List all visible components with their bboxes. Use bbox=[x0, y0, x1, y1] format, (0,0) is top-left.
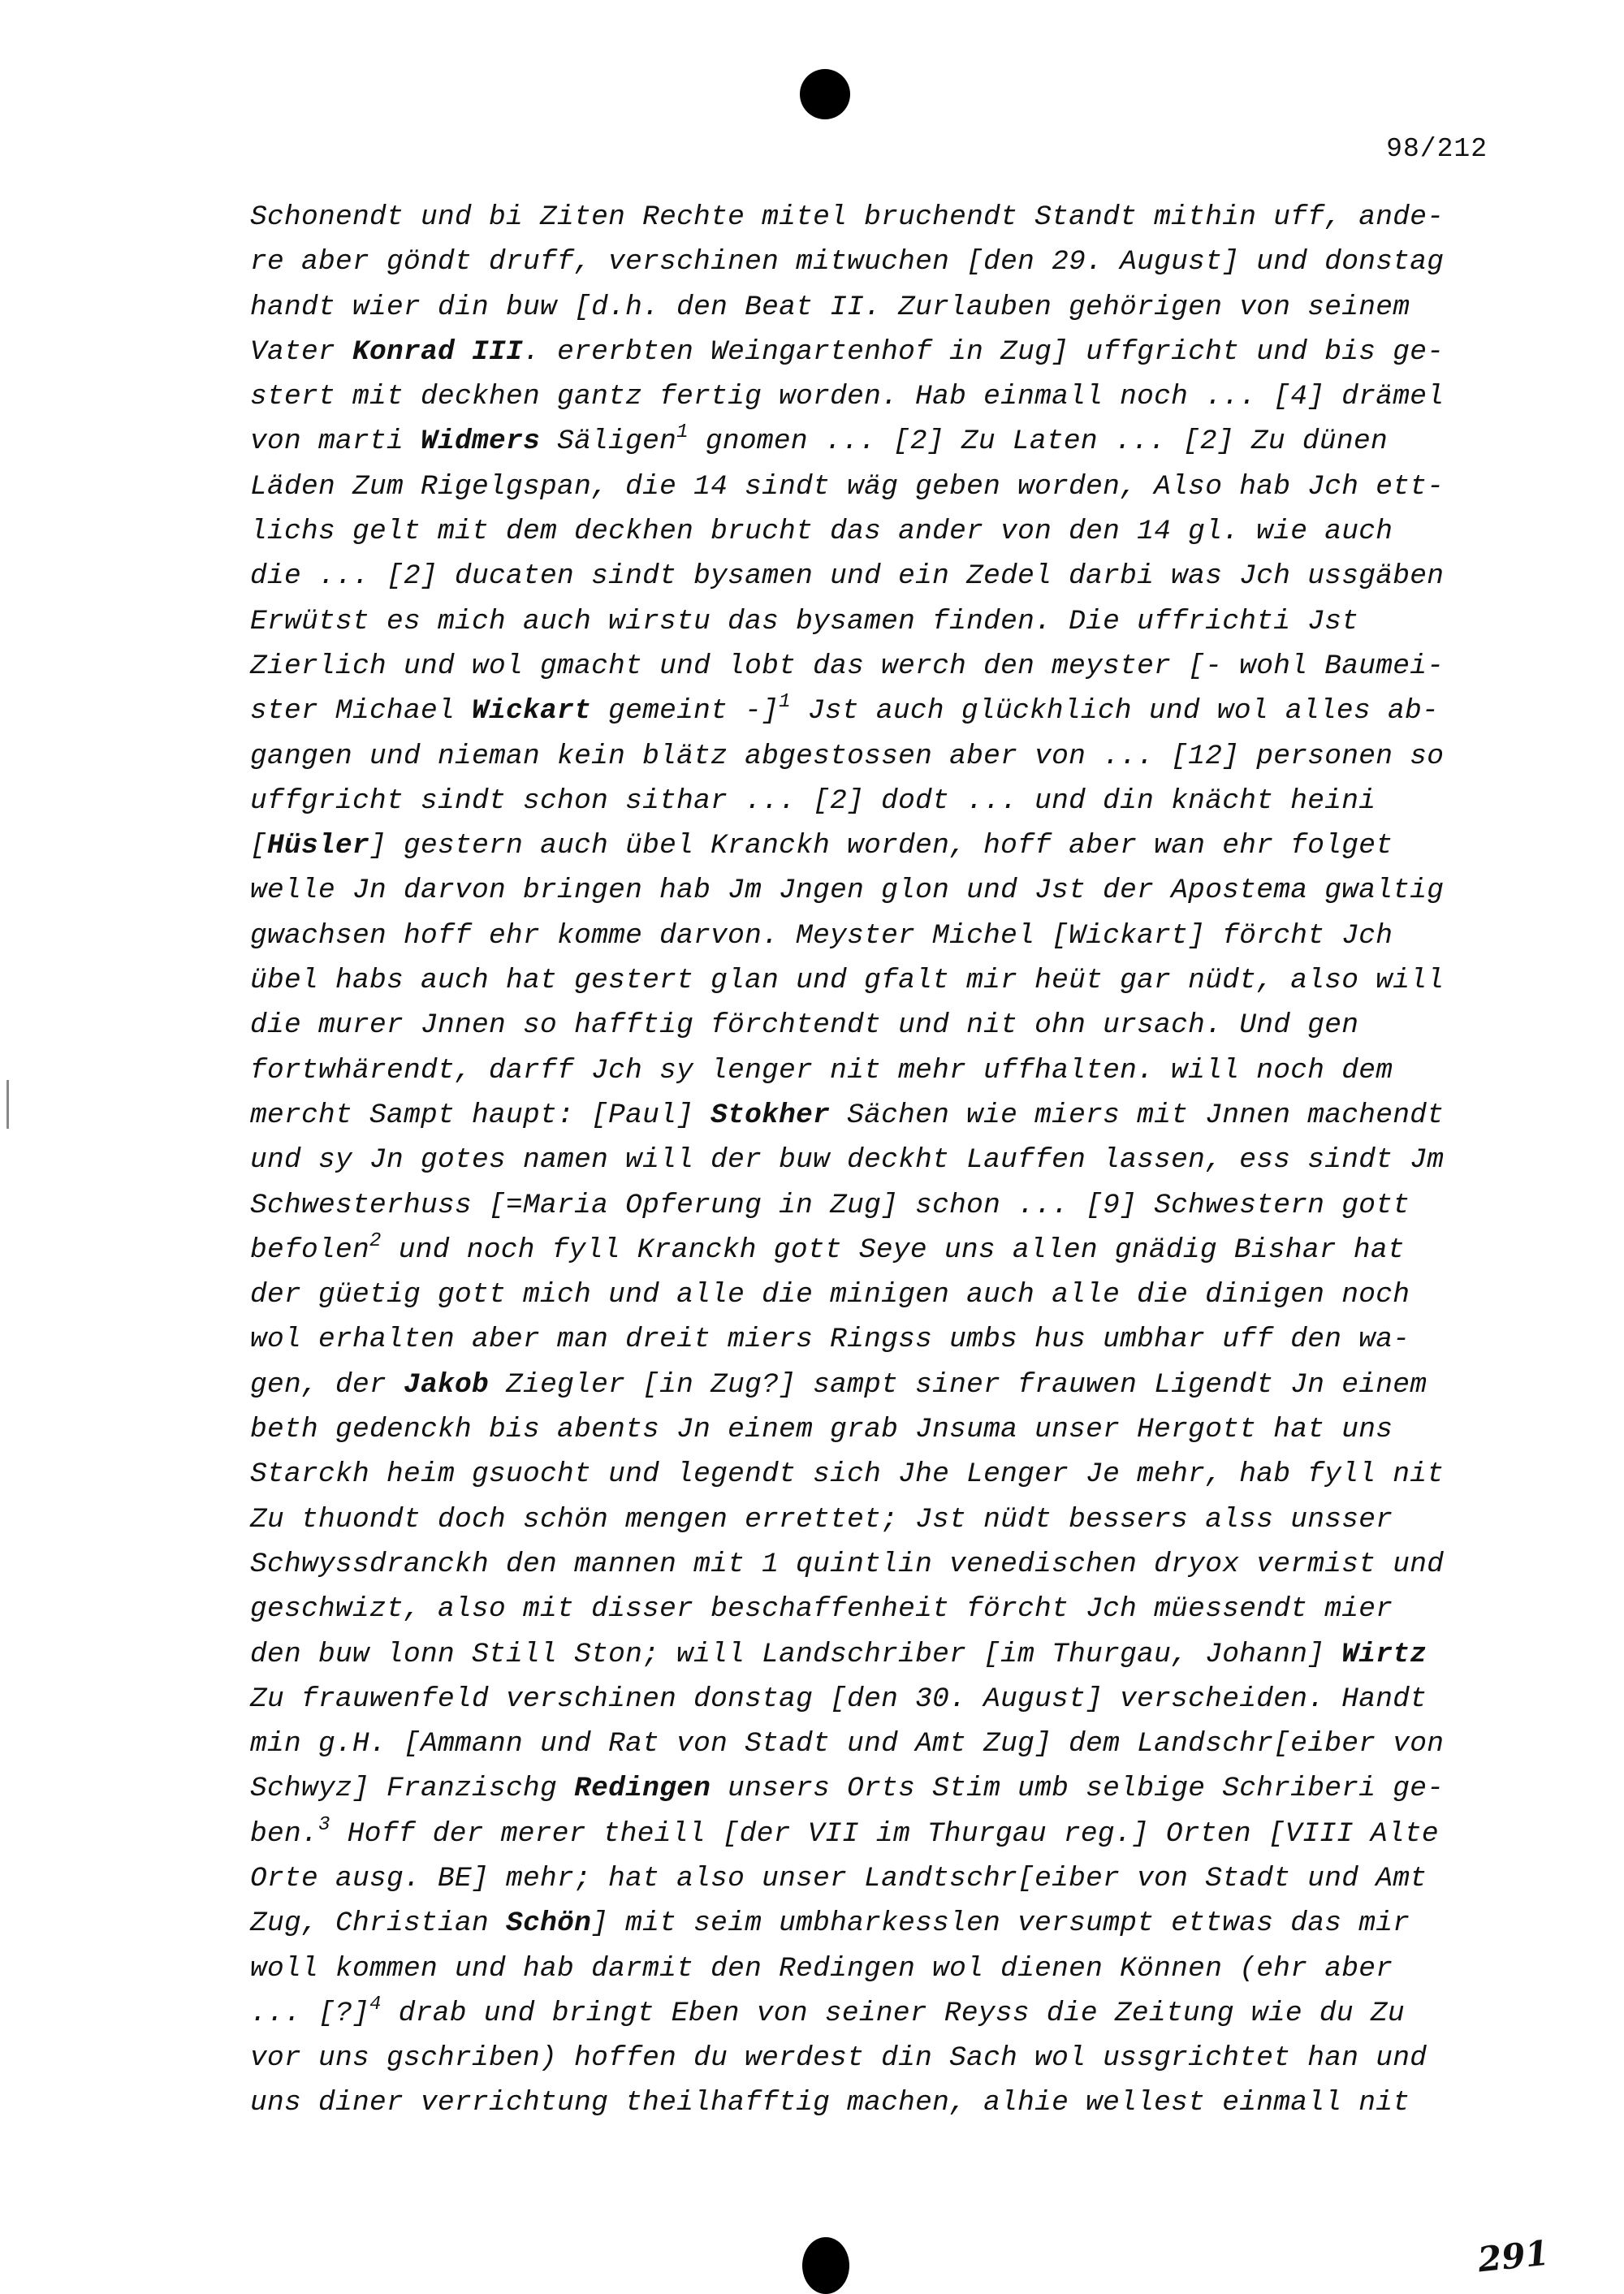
text-span: handt wier din buw [d.h. den Beat II. Zurlauben gehörigen von seinem bbox=[250, 291, 1410, 323]
text-line bbox=[250, 734, 1517, 779]
text-line bbox=[250, 1812, 1517, 1856]
text-span: Läden Zum Rigelgspan, die 14 sindt wäg geben worden, Also hab Jch ett- bbox=[250, 470, 1445, 503]
text-span: lichs gelt mit dem deckhen brucht das ander von den 14 gl. wie auch bbox=[250, 516, 1393, 548]
text-span: der güetig gott mich und alle die minigen auch alle die dinigen noch bbox=[250, 1279, 1410, 1311]
text-line bbox=[250, 868, 1517, 913]
text-span: gwachsen hoff ehr komme darvon. Meyster Michel [Wickart] förcht Jch bbox=[250, 919, 1393, 952]
text-span: Sächen wie miers mit Jnnen machendt bbox=[830, 1099, 1445, 1131]
person-name: Jakob bbox=[404, 1368, 490, 1401]
footnote-marker: 1 bbox=[779, 691, 791, 714]
text-line bbox=[250, 1497, 1517, 1542]
text-line bbox=[250, 2080, 1517, 2125]
punch-hole-top bbox=[800, 69, 850, 119]
text-span: uffgricht sindt schon sithar ... [2] dodt ... und din knächt heini bbox=[250, 784, 1376, 817]
text-span: Schwesterhuss [=Maria Opferung in Zug] schon ... [9] Schwestern gott bbox=[250, 1189, 1410, 1221]
text-span: beth gedenckh bis abents Jn einem grab Jnsuma unser Hergott hat uns bbox=[250, 1414, 1393, 1446]
text-line bbox=[250, 509, 1517, 554]
text-span: gnomen ... [2] Zu Laten ... [2] Zu dünen bbox=[688, 426, 1388, 458]
text-line bbox=[250, 1722, 1517, 1766]
text-line bbox=[250, 2036, 1517, 2080]
footnote-marker: 4 bbox=[369, 1993, 382, 2015]
text-span: drab und bringt Eben von seiner Reyss die Zeitung wie du Zu bbox=[381, 1997, 1405, 2029]
text-span: Zu thuondt doch schön mengen errettet; Jst nüdt bessers alss unsser bbox=[250, 1503, 1393, 1536]
text-span: re aber göndt druff, verschinen mitwuchen [den 29. August] und donstag bbox=[250, 246, 1445, 279]
text-span: wol erhalten aber man dreit miers Ringss umbs hus umbhar uff den wa- bbox=[250, 1324, 1410, 1356]
text-line bbox=[250, 1991, 1517, 2036]
text-span: Zierlich und wol gmacht und lobt das werch den meyster [- wohl Baumei- bbox=[250, 650, 1445, 682]
text-span: welle Jn darvon bringen hab Jm Jngen glon und Jst der Apostema gwaltig bbox=[250, 875, 1445, 907]
person-name: Schön bbox=[506, 1907, 592, 1940]
text-span: Zug, Christian bbox=[250, 1907, 507, 1940]
text-span: Hoff der merer theill [der VII im Thurgau reg.] Orten [VIII Alte bbox=[330, 1817, 1439, 1850]
text-line bbox=[250, 599, 1517, 644]
person-name: Stokher bbox=[710, 1099, 831, 1131]
person-name: Redingen bbox=[574, 1773, 711, 1805]
text-span: und sy Jn gotes namen will der buw deckht Lauffen lassen, ess sindt Jm bbox=[250, 1144, 1445, 1177]
text-line bbox=[250, 374, 1517, 419]
text-span: fortwhärendt, darff Jch sy lenger nit mehr uffhalten. will noch dem bbox=[250, 1054, 1393, 1087]
text-span: min g.H. [Ammann und Rat von Stadt und Amt Zug] dem Landschr[eiber von bbox=[250, 1728, 1445, 1760]
text-span: befolen bbox=[250, 1233, 370, 1266]
text-span: vor uns gschriben) hoffen du werdest din Sach wol ussgrichtet han und bbox=[250, 2042, 1427, 2075]
text-line bbox=[250, 1138, 1517, 1182]
text-line bbox=[250, 823, 1517, 868]
text-line bbox=[250, 958, 1517, 1003]
text-span: ... [?] bbox=[250, 1997, 370, 2029]
text-line bbox=[250, 240, 1517, 284]
footnote-marker: 3 bbox=[318, 1813, 330, 1836]
text-span: übel habs auch hat gestert glan und gfalt mir heüt gar nüdt, also will bbox=[250, 965, 1445, 997]
text-line bbox=[250, 1766, 1517, 1811]
text-span: die ... [2] ducaten sindt bysamen und ein Zedel darbi was Jch ussgäben bbox=[250, 560, 1445, 593]
text-span: stert mit deckhen gantz fertig worden. Hab einmall noch ... [4] drämel bbox=[250, 381, 1445, 413]
text-line bbox=[250, 330, 1517, 374]
text-span: woll kommen und hab darmit den Redingen wol dienen Können (ehr aber bbox=[250, 1952, 1393, 1985]
letter-body-text bbox=[250, 195, 1517, 2126]
text-span: gangen und nieman kein blätz abgestossen aber von ... [12] personen so bbox=[250, 740, 1445, 772]
text-span: den buw lonn Still Ston; will Landschriber [im Thurgau, Johann] bbox=[250, 1638, 1342, 1670]
person-name: Hüsler bbox=[267, 830, 370, 862]
text-line bbox=[250, 644, 1517, 689]
text-span: . ererbten Weingartenhof in Zug] uffgricht und bis ge- bbox=[523, 335, 1445, 368]
text-span: mercht Sampt haupt: [Paul] bbox=[250, 1099, 711, 1131]
text-line bbox=[250, 1407, 1517, 1452]
punch-hole-bottom bbox=[802, 2237, 849, 2294]
text-line bbox=[250, 1677, 1517, 1722]
person-name: Widmers bbox=[421, 426, 541, 458]
text-span: Starckh heim gsuocht und legendt sich Jhe Lenger Je mehr, hab fyll nit bbox=[250, 1458, 1445, 1491]
text-line bbox=[250, 1587, 1517, 1631]
text-span: Orte ausg. BE] mehr; hat also unser Landtschr[eiber von Stadt und Amt bbox=[250, 1862, 1427, 1894]
text-line bbox=[250, 1542, 1517, 1587]
text-line bbox=[250, 464, 1517, 509]
text-line bbox=[250, 1901, 1517, 1946]
text-span: und noch fyll Kranckh gott Seye uns allen gnädig Bishar hat bbox=[381, 1233, 1405, 1266]
text-span: Schwyssdranckh den mannen mit 1 quintlin venedischen dryox vermist und bbox=[250, 1548, 1445, 1580]
text-line bbox=[250, 554, 1517, 598]
text-span: gen, der bbox=[250, 1368, 404, 1401]
text-span: Säligen bbox=[540, 426, 677, 458]
text-span: gemeint -] bbox=[591, 695, 780, 728]
text-line bbox=[250, 1272, 1517, 1317]
text-span: ben. bbox=[250, 1817, 319, 1850]
text-line bbox=[250, 1452, 1517, 1497]
text-span: die murer Jnnen so hafftig förchtendt und nit ohn ursach. Und gen bbox=[250, 1009, 1359, 1042]
footnote-marker: 1 bbox=[676, 421, 689, 444]
text-span: ster Michael bbox=[250, 695, 473, 728]
text-line bbox=[250, 1093, 1517, 1138]
margin-scan-mark bbox=[6, 1080, 9, 1129]
text-line bbox=[250, 1632, 1517, 1677]
text-span: Zu frauwenfeld verschinen donstag [den 30. August] verscheiden. Handt bbox=[250, 1683, 1427, 1715]
text-line bbox=[250, 1317, 1517, 1362]
text-span: unsers Orts Stim umb selbige Schriberi ge- bbox=[710, 1773, 1445, 1805]
text-span: geschwizt, also mit disser beschaffenheit förcht Jch müessendt mier bbox=[250, 1593, 1393, 1626]
text-span: uns diner verrichtung theilhafftig machen, alhie wellest einmall nit bbox=[250, 2087, 1410, 2119]
text-line bbox=[250, 1363, 1517, 1407]
text-span: Ziegler [in Zug?] sampt siner frauwen Ligendt Jn einem bbox=[489, 1368, 1427, 1401]
text-line bbox=[250, 419, 1517, 464]
text-line bbox=[250, 1183, 1517, 1228]
footnote-marker: 2 bbox=[369, 1229, 382, 1252]
person-name: Wirtz bbox=[1341, 1638, 1427, 1670]
text-span: ] mit seim umbharkesslen versumpt ettwas das mir bbox=[591, 1907, 1410, 1940]
text-span: von marti bbox=[250, 426, 421, 458]
page-number: 98/212 bbox=[1386, 134, 1488, 164]
text-line bbox=[250, 1946, 1517, 1991]
text-line bbox=[250, 1856, 1517, 1901]
text-span: Jst auch glückhlich und wol alles ab- bbox=[790, 695, 1439, 728]
handwritten-folio-number: 291 bbox=[1476, 2232, 1552, 2280]
text-line bbox=[250, 1228, 1517, 1272]
text-span: Erwütst es mich auch wirstu das bysamen finden. Die uffrichti Jst bbox=[250, 605, 1359, 637]
text-line bbox=[250, 779, 1517, 823]
text-span: [ bbox=[250, 830, 268, 862]
text-line bbox=[250, 195, 1517, 240]
person-name: Wickart bbox=[472, 695, 592, 728]
text-line bbox=[250, 689, 1517, 733]
text-line bbox=[250, 1048, 1517, 1093]
text-span: Vater bbox=[250, 335, 353, 368]
text-span: Schonendt und bi Ziten Rechte mitel bruchendt Standt mithin uff, ande- bbox=[250, 201, 1445, 233]
text-line bbox=[250, 285, 1517, 330]
person-name: Konrad III bbox=[352, 335, 524, 368]
text-span: ] gestern auch übel Kranckh worden, hoff aber wan ehr folget bbox=[369, 830, 1393, 862]
text-line bbox=[250, 914, 1517, 958]
text-line bbox=[250, 1003, 1517, 1048]
text-span: Schwyz] Franzischg bbox=[250, 1773, 575, 1805]
